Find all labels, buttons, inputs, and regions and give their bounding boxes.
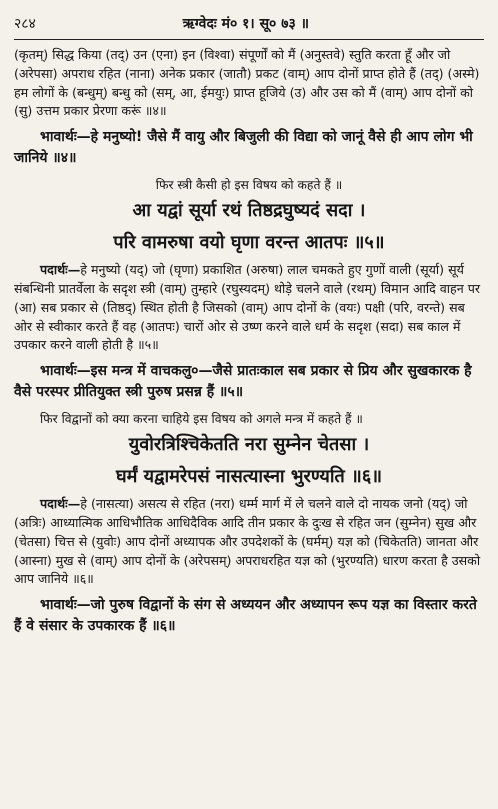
bhavarth-3 bbox=[14, 595, 484, 637]
padarth-2 bbox=[14, 495, 484, 589]
padarth-text: हे (नासत्या) असत्य से रहित (नरा) धर्म्म मार्ग में ले चलने वाले दो नायक जनो (यद्) जो (अत्रिः) आध्यात्मिक आधिभौतिक आधिदैविक आदि तीन प्रकार के दुःख से रहित जन (सुम्नेन) सुख और (चेतसा) चित्त से (युवोः) आप दोनों अध्यापक और उपदेशकों के (घर्मम्) यज्ञ को (चिकेतति) जानता और (आस्ना) मुख से (वाम्) आप दोनों के (अरेपसम्) अपराधरहित यज्ञ को (भुरण्यति) धारण करता है उसको आप जानिये ॥६॥ bbox=[14, 496, 481, 587]
section-intro-1: फिर स्त्री कैसी हो इस विषय को कहते हैं ॥ bbox=[155, 178, 343, 193]
padarth-1 bbox=[14, 261, 484, 355]
bhavarth-text: जो पुरुष विद्वानों के संग से अध्ययन और अध्यापन रूप यज्ञ का विस्तार करते हैं वे संसार के उपकारक हैं ॥६॥ bbox=[14, 597, 477, 635]
mantra-1-line-2: परि वामरुषा वयो घृणा वरन्त आतपः ॥५॥ bbox=[113, 232, 385, 254]
mantra-1-line-1: आ यद्वां सूर्या रथं तिष्ठद्रघुष्यदं सदा । bbox=[132, 200, 366, 222]
bhavarth-text: हे मनुष्यो! जैसे मैं वायु और बिजुली की विद्या को जानूं वैसे ही आप लोग भी जानिये ॥४॥ bbox=[14, 129, 473, 167]
mantra-2-line-2: घर्मं यद्वामरेपसं नासत्यास्ना भुरण्यति ॥६॥ bbox=[116, 466, 382, 488]
paragraph-continued: (कृतम्) सिद्ध किया (तद्) उन (एना) इन (विश्वा) संपूर्णों को मैं (अनुस्तवे) स्तुति करता हूँ और जो (अरेपसा) अपराध रहित (नाना) अनेक प्रकार (जातौ) प्रकट (वाम्) आप दोनों प्राप्त होते हैं (तद्) (अस्मे) हम लोगों के (बन्धुम्) बन्धु को (सम्, आ, ईमयुः) प्राप्त हूजिये (उ) और उस को मैं (वाम्) आप दोनों को (सु) उत्तम प्रकार प्रेरणा करूं ॥४॥ bbox=[14, 47, 480, 119]
padarth-label: पदार्थः— bbox=[40, 496, 81, 512]
bhavarth-1 bbox=[14, 127, 484, 169]
bhavarth-text: इस मन्त्र में वाचकलु०—जैसे प्रातःकाल सब प्रकार से प्रिय और सुखकारक है वैसे परस्पर प्रीतियुक्त स्त्री पुरुष प्रसन्न हैं ॥५॥ bbox=[14, 363, 472, 401]
bhavarth-label: भावार्थः— bbox=[40, 129, 91, 146]
bhavarth-2 bbox=[14, 361, 484, 403]
padarth-text: हे मनुष्यो (यद्) जो (घृणा) प्रकाशित (अरुषा) लाल चमकते हुए गुणों वाली (सूर्या) सूर्य संबन्धिनी प्रातर्वेला के सदृश स्त्री (वाम्) तुम्हारे (रघुस्यदम्) थोड़े चलने वाले (रथम्) विमान आदि वाहन पर (आ) सब प्रकार से (तिष्ठद्) स्थित होती है जिसको (वाम्) आप दोनों के (वयः) पक्षी (परि, वरन्ते) सब ओर से स्वीकार करते हैं वह (आतपः) चारों ओर से उष्ण करने वाले धर्म के सदृश (सदा) सब काल में उपकार करने वाली होती है ॥५॥ bbox=[14, 262, 481, 353]
page-number: २८४ bbox=[14, 16, 36, 32]
bhavarth-label: भावार्थः— bbox=[40, 363, 91, 380]
header-rule bbox=[14, 39, 484, 40]
page-header bbox=[14, 14, 484, 33]
padarth-label: पदार्थः— bbox=[40, 262, 81, 278]
mantra-2-line-1: युवोरत्रिश्चिकेतति नरा सुम्नेन चेतसा । bbox=[128, 434, 370, 456]
running-title: ऋग्वेदः मं० १। सू० ७३ ॥ bbox=[182, 16, 310, 32]
section-intro-2: फिर विद्वानों को क्या करना चाहिये इस विषय को अगले मन्त्र में कहते हैं ॥ bbox=[40, 412, 363, 427]
bhavarth-section-2 bbox=[14, 361, 484, 403]
bhavarth-section-1 bbox=[14, 127, 484, 169]
bhavarth-section-3 bbox=[14, 595, 484, 637]
bhavarth-label: भावार्थः— bbox=[40, 597, 91, 614]
